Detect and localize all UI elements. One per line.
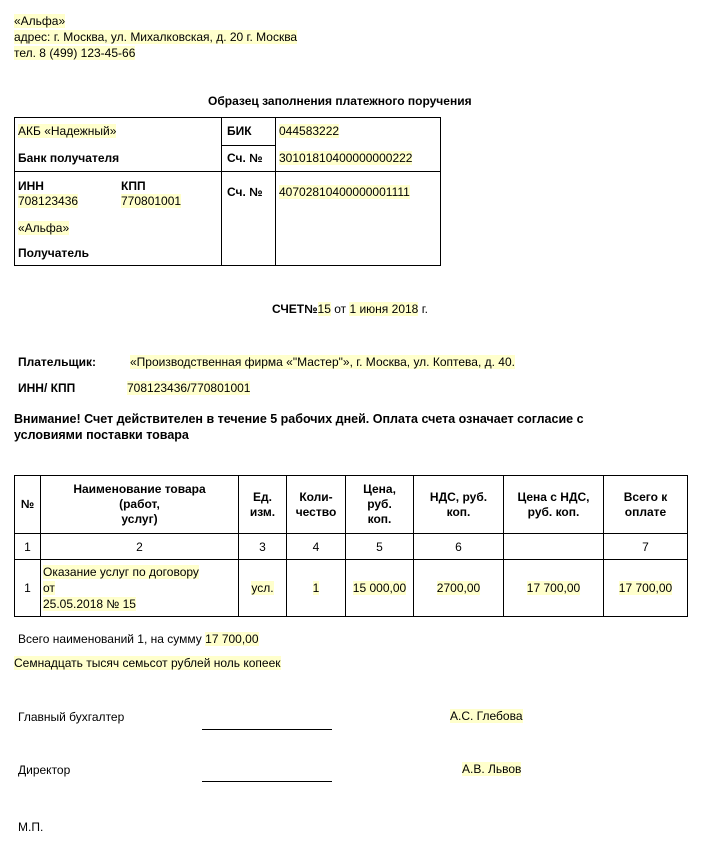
corr-account-value: 30101810400000000222 — [279, 151, 413, 165]
row-num: 1 — [15, 560, 41, 617]
inn-label: ИНН — [18, 179, 44, 193]
summary-count-text: Всего наименований 1, на сумму — [18, 632, 202, 646]
account-value: 40702810400000001111 — [279, 185, 410, 199]
kpp-label: КПП — [121, 179, 146, 193]
summary-line — [18, 632, 259, 646]
bik-value: 044583222 — [279, 124, 340, 138]
row-price-vat: 17 700,00 — [504, 560, 604, 617]
kpp-value: 770801001 — [121, 194, 182, 208]
accountant-name: А.С. Глебова — [450, 709, 523, 723]
row-price: 15 000,00 — [346, 560, 414, 617]
colnum: 7 — [604, 534, 688, 560]
notice-line-2: условиями поставки товара — [14, 428, 189, 442]
colnum: 4 — [287, 534, 346, 560]
row-total: 17 700,00 — [604, 560, 688, 617]
account-label: Сч. № — [227, 185, 263, 199]
header-num: № — [15, 476, 41, 534]
colnum: 3 — [239, 534, 287, 560]
colnum: 2 — [41, 534, 239, 560]
invoice-date: 1 июня 2018 — [349, 302, 419, 316]
director-name: А.В. Львов — [462, 762, 522, 776]
summary-sum: 17 700,00 — [205, 632, 259, 646]
seller-address: адрес: г. Москва, ул. Михалковская, д. 20 г. Москва — [14, 30, 298, 44]
bank-details-table — [14, 117, 441, 266]
stamp-label: М.П. — [18, 820, 44, 834]
director-label: Директор — [18, 763, 71, 777]
recipient-name: «Альфа» — [18, 221, 70, 235]
invoice-prefix: СЧЕТ№ — [272, 302, 318, 316]
accountant-label: Главный бухгалтер — [18, 710, 125, 724]
director-signature-line — [202, 781, 332, 782]
payer-inn-value: 708123436/770801001 — [127, 381, 251, 395]
invoice-title — [272, 302, 428, 316]
invoice-from: от — [334, 302, 347, 316]
inn-value: 708123436 — [18, 194, 79, 208]
invoice-suffix: г. — [421, 302, 428, 316]
recipient-label: Получатель — [18, 246, 89, 260]
table-row — [15, 560, 688, 617]
header-price-vat: Цена с НДС, руб. коп. — [504, 476, 604, 534]
sample-title: Образец заполнения платежного поручения — [208, 94, 472, 108]
payer-label: Плательщик: — [18, 355, 96, 369]
header-vat: НДС, руб. коп. — [414, 476, 504, 534]
payer-value: «Производственная фирма «"Мастер"», г. Москва, ул. Коптева, д. 40. — [130, 355, 515, 369]
corr-account-label: Сч. № — [227, 151, 263, 165]
header-unit: Ед. изм. — [239, 476, 287, 534]
header-total: Всего к оплате — [604, 476, 688, 534]
header-price: Цена, руб. коп. — [346, 476, 414, 534]
header-name: Наименование товара (работ, услуг) — [41, 476, 239, 534]
bik-label: БИК — [227, 124, 252, 138]
table-header-row — [15, 476, 688, 534]
invoice-number: 15 — [317, 302, 331, 316]
column-number-row — [15, 534, 688, 560]
bank-name: АКБ «Надежный» — [18, 124, 117, 138]
colnum: 6 — [414, 534, 504, 560]
header-qty: Коли- чество — [287, 476, 346, 534]
row-vat: 2700,00 — [414, 560, 504, 617]
notice-line-1: Внимание! Счет действителен в течение 5 рабочих дней. Оплата счета означает согласие с — [14, 412, 584, 426]
seller-name: «Альфа» — [14, 14, 66, 28]
summary-words: Семнадцать тысяч семьсот рублей ноль копеек — [14, 656, 281, 670]
seller-phone: тел. 8 (499) 123-45-66 — [14, 46, 136, 60]
colnum: 1 — [15, 534, 41, 560]
row-qty: 1 — [287, 560, 346, 617]
goods-table — [14, 475, 688, 617]
bank-label: Банк получателя — [18, 151, 120, 165]
row-name: Оказание услуг по договору от 25.05.2018 № 15 — [41, 560, 239, 617]
payer-inn-label: ИНН/ КПП — [18, 381, 76, 395]
row-unit: усл. — [239, 560, 287, 617]
accountant-signature-line — [202, 729, 332, 730]
colnum — [504, 534, 604, 560]
colnum: 5 — [346, 534, 414, 560]
